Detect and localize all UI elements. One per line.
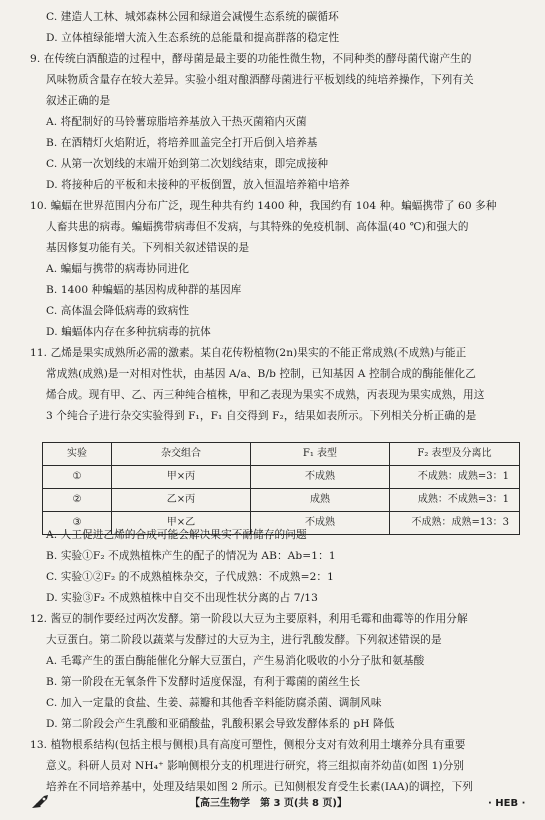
- q9-stem-line-3: 叙述正确的是: [46, 95, 111, 107]
- q9-option-b: B. 在酒精灯火焰附近，将培养皿盖完全打开后倒入培养基: [46, 137, 318, 149]
- table-header-cell: 杂交组合: [112, 443, 251, 466]
- table-cell: 不成熟：成熟=3：1: [390, 466, 520, 489]
- q10-option-d: D. 蝙蝠体内存在多种抗病毒的抗体: [46, 326, 211, 338]
- table-header-cell: F₂ 表型及分离比: [390, 443, 520, 466]
- page-number-label: 【高三生物学 第 3 页(共 8 页)】: [190, 798, 347, 809]
- q12-stem-line-2: 大豆蛋白。第二阶段以蔬菜与发酵过的大豆为主，进行乳酸发酵。下列叙述错误的是: [46, 634, 442, 646]
- q12-option-a: A. 毛霉产生的蛋白酶能催化分解大豆蛋白，产生易消化吸收的小分子肽和氨基酸: [46, 655, 425, 667]
- q12-option-c: C. 加入一定量的食盐、生姜、蒜瓣和其他香辛料能防腐杀菌、调制风味: [46, 697, 382, 709]
- q9-stem-line-2: 风味物质含量存在较大差异。实验小组对酿酒酵母菌进行平板划线的纯培养操作，下列有关: [46, 74, 474, 86]
- table-header-cell: F₁ 表型: [251, 443, 390, 466]
- table-cell: 不成熟: [251, 466, 390, 489]
- table-header-cell: 实验: [43, 443, 112, 466]
- table-cell: 不成熟: [251, 512, 390, 535]
- q11-option-b: B. 实验①F₂ 不成熟植株产生的配子的情况为 AB：Ab=1：1: [46, 550, 336, 562]
- q12-stem-line-1: 12. 酱豆的制作要经过两次发酵。第一阶段以大豆为主要原料，利用毛霉和曲霉等的作用分解: [30, 613, 468, 625]
- q12-option-d: D. 第二阶段会产生乳酸和亚硝酸盐，乳酸积累会导致发酵体系的 pH 降低: [46, 718, 395, 730]
- table-cell: 甲×丙: [112, 466, 251, 489]
- q9-option-a: A. 将配制好的马铃薯琼脂培养基放入干热灭菌箱内灭菌: [46, 116, 307, 128]
- table-cell: 乙×丙: [112, 489, 251, 512]
- table-row: [43, 466, 520, 489]
- q11-stem-line-1: 11. 乙烯是果实成熟所必需的激素。某自花传粉植物(2n)果实的不能正常成熟(不成熟)与能正: [30, 347, 467, 359]
- q12-option-b: B. 第一阶段在无氧条件下发酵时适度保湿，有利于霉菌的菌丝生长: [46, 676, 361, 688]
- exam-code-label: · HEB ·: [488, 798, 526, 809]
- page-footer: [0, 794, 545, 812]
- table-cell: ②: [43, 489, 112, 512]
- q11-results-table: [42, 442, 520, 535]
- q10-stem-line-2: 人畜共患的病毒。蝙蝠携带病毒但不发病，与其特殊的免疫机制、高体温(40 ℃)和强大的: [46, 221, 469, 233]
- table-cell: ③: [43, 512, 112, 535]
- q11-option-c: C. 实验①②F₂ 的不成熟植株杂交，子代成熟：不成熟=2：1: [46, 571, 334, 583]
- table-cell: 甲×乙: [112, 512, 251, 535]
- q8-option-d: D. 立体植绿能增大流入生态系统的总能量和提高群落的稳定性: [46, 32, 340, 44]
- q10-option-c: C. 高体温会降低病毒的致病性: [46, 305, 190, 317]
- table-cell: 成熟: [251, 489, 390, 512]
- table-header-row: [43, 443, 520, 466]
- table-cell: 成熟：不成熟=3：1: [390, 489, 520, 512]
- table-row: [43, 489, 520, 512]
- q11-option-d: D. 实验③F₂ 不成熟植株中自交不出现性状分离的占 7/13: [46, 592, 318, 604]
- q11-option-a: A. 人工促进乙烯的合成可能会解决果实不耐储存的问题: [46, 529, 307, 541]
- q13-stem-line-3: 培养在不同培养基中，处理及结果如图 2 所示。已知侧根发育受生长素(IAA)的调控，下列: [46, 781, 473, 793]
- q9-stem-line-1: 9. 在传统白酒酿造的过程中，酵母菌是最主要的功能性微生物，不同种类的酵母菌代谢产生的: [30, 53, 472, 65]
- q8-option-c: C. 建造人工林、城郊森林公园和绿道会减慢生态系统的碳循环: [46, 11, 339, 23]
- q10-option-b: B. 1400 种蝙蝠的基因构成种群的基因库: [46, 284, 242, 296]
- q13-stem-line-1: 13. 植物根系结构(包括主根与侧根)具有高度可塑性，侧根分支对有效利用土壤养分具有重要: [30, 739, 466, 751]
- q10-option-a: A. 蝙蝠与携带的病毒协同进化: [46, 263, 190, 275]
- q11-stem-line-4: 3 个纯合子进行杂交实验得到 F₁，F₁ 自交得到 F₂，结果如表所示。下列相关分析正确的是: [46, 410, 477, 422]
- q11-stem-line-3: 烯合成。现有甲、乙、丙三种纯合植株，甲和乙表现为果实不成熟，丙表现为果实成熟，用这: [46, 389, 485, 401]
- q10-stem-line-3: 基因修复功能有关。下列相关叙述错误的是: [46, 242, 250, 254]
- q11-stem-line-2: 常成熟(成熟)是一对相对性状，由基因 A/a、B/b 控制，已知基因 A 控制合成的酶能催化乙: [46, 368, 476, 380]
- table-cell: 不成熟：成熟=13：3: [390, 512, 520, 535]
- q9-option-c: C. 从第一次划线的末端开始到第二次划线结束，即完成接种: [46, 158, 329, 170]
- q13-stem-line-2: 意义。科研人员对 NH₄⁺ 影响侧根分支的机理进行研究，将三组拟南芥幼苗(如图 1)分别: [46, 760, 465, 772]
- table-cell: ①: [43, 466, 112, 489]
- rocket-logo-icon: [30, 794, 50, 810]
- q10-stem-line-1: 10. 蝙蝠在世界范围内分布广泛，现生种共有约 1400 种，我国约有 104 种。蝙蝠携带了 60 多种: [30, 200, 497, 212]
- q9-option-d: D. 将接种后的平板和未接种的平板倒置，放入恒温培养箱中培养: [46, 179, 350, 191]
